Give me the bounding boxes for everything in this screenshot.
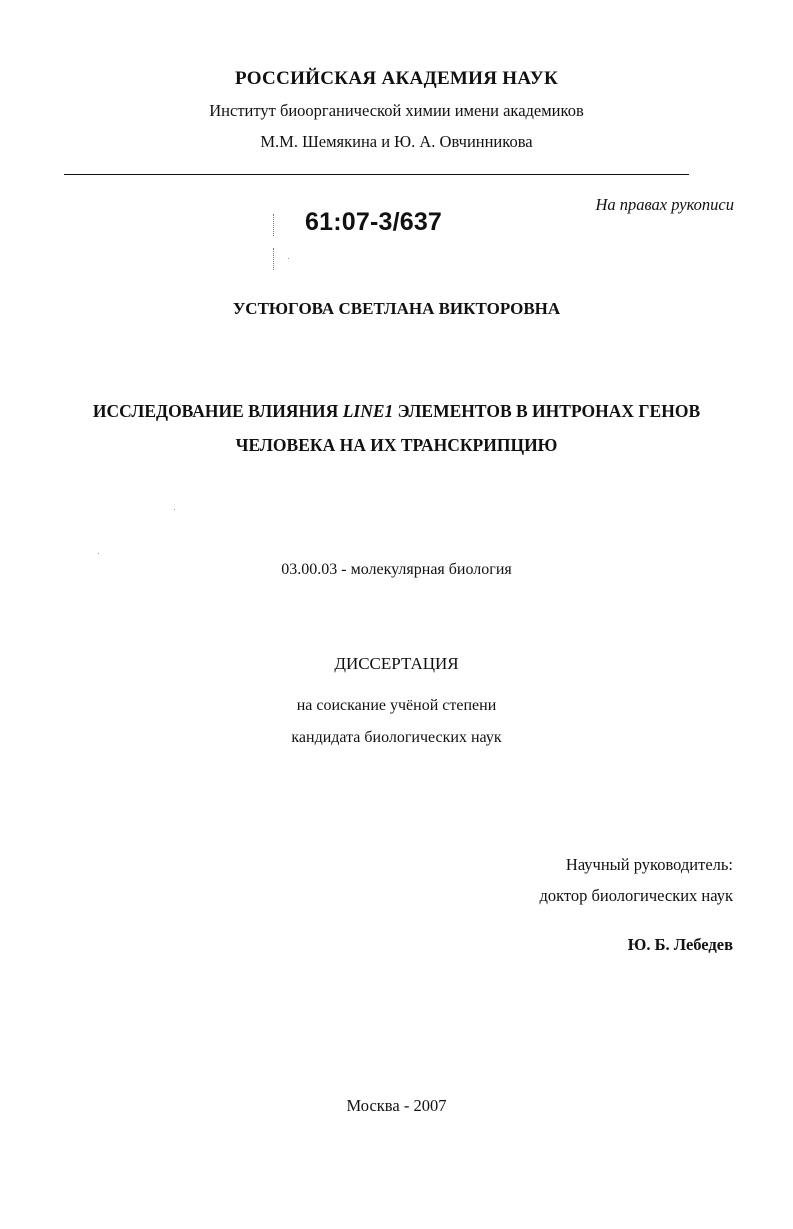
institute-name-line1: Институт биоорганической химии имени академиков [209, 101, 584, 120]
scan-speck [98, 553, 99, 554]
library-stamp-number: 61:07-3/637 [305, 208, 443, 236]
supervisor-degree: доктор биологических наук [539, 886, 733, 905]
title-line1-italic-term: LINE1 [342, 401, 394, 421]
institute-name-line2: М.М. Шемякина и Ю. А. Овчинникова [260, 132, 533, 151]
rights-note: На правах рукописи [595, 195, 734, 214]
title-line1-end: ЭЛЕМЕНТОВ В ИНТРОНАХ ГЕНОВ [393, 401, 701, 421]
specialty-code: 03.00.03 - молекулярная биология [281, 561, 512, 578]
academy-name: РОССИЙСКАЯ АКАДЕМИЯ НАУК [234, 68, 559, 89]
dissertation-title-line1 [0, 401, 793, 422]
header-divider [64, 174, 689, 175]
degree-line2: кандидата биологических наук [291, 729, 502, 746]
work-type: ДИССЕРТАЦИЯ [334, 654, 459, 673]
author-name: УСТЮГОВА СВЕТЛАНА ВИКТОРОВНА [232, 299, 561, 318]
scan-speck [174, 509, 175, 510]
city-year: Москва - 2007 [346, 1096, 447, 1115]
degree-line1: на соискание учёной степени [296, 697, 497, 714]
stamp-margin-mark [273, 214, 274, 236]
dissertation-title-line2: ЧЕЛОВЕКА НА ИХ ТРАНСКРИПЦИЮ [235, 435, 558, 455]
supervisor-name: Ю. Б. Лебедев [627, 935, 733, 954]
title-line1-start: ИССЛЕДОВАНИЕ ВЛИЯНИЯ [92, 401, 343, 421]
stamp-margin-mark-lower [273, 248, 274, 270]
supervisor-role: Научный руководитель: [565, 855, 733, 874]
scan-speck [288, 258, 289, 259]
